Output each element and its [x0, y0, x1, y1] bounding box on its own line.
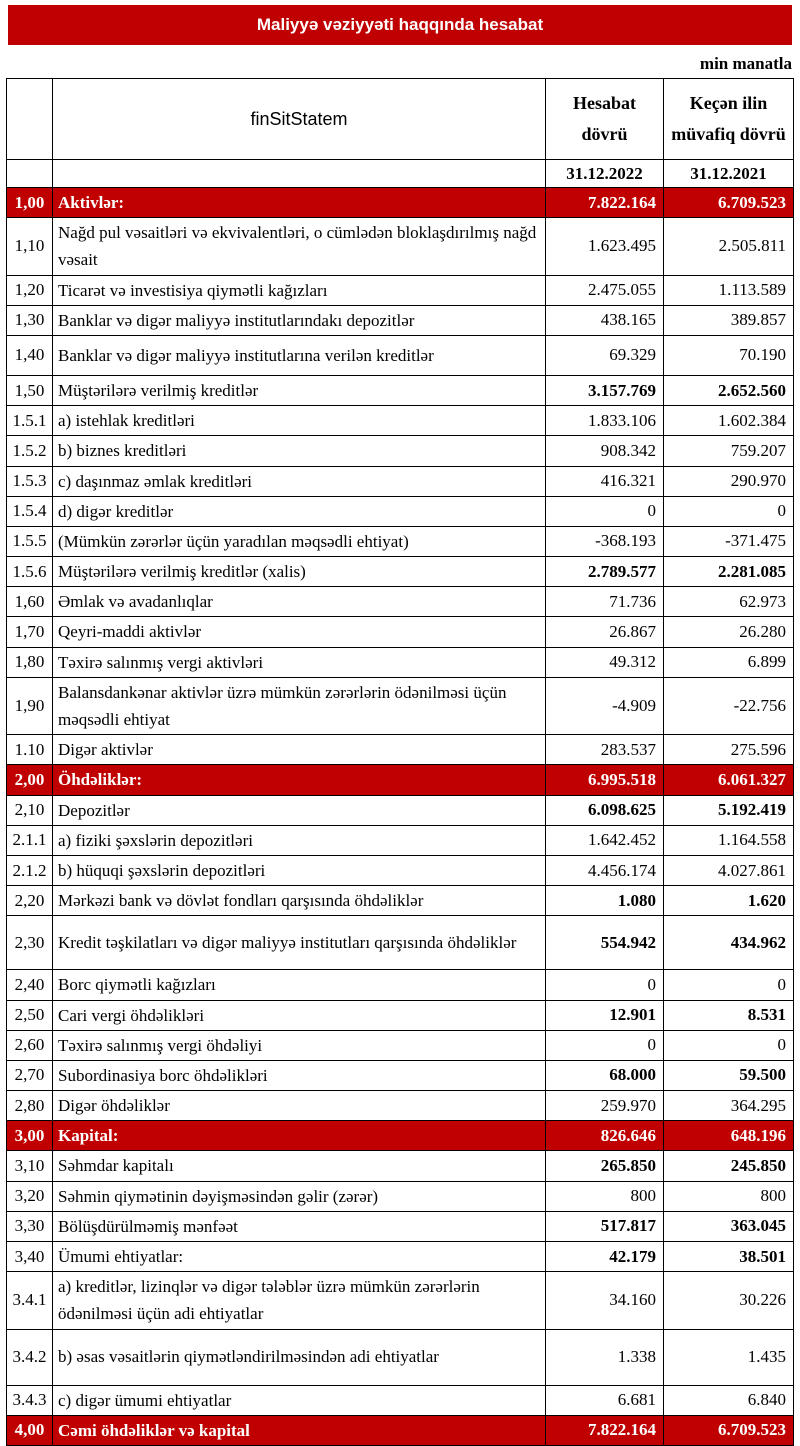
row-label: Mərkəzi bank və dövlət fondları qarşısında öhdəliklər [53, 886, 546, 916]
row-value-previous: 4.027.861 [664, 855, 794, 885]
row-label: Borc qiymətli kağızları [53, 970, 546, 1000]
row-value-current: 49.312 [546, 647, 664, 677]
row-number: 1,10 [7, 218, 53, 275]
header-current-period: Hesabat dövrü [546, 79, 664, 160]
table-row [7, 735, 794, 765]
row-value-current: 6.995.518 [546, 765, 664, 795]
table-date-row [7, 160, 794, 188]
row-number: 3.4.1 [7, 1272, 53, 1329]
row-number: 1.5.6 [7, 557, 53, 587]
row-label: Cari vergi öhdəlikləri [53, 1000, 546, 1030]
row-label: Digər aktivlər [53, 735, 546, 765]
table-row [7, 825, 794, 855]
table-row [7, 1415, 794, 1445]
report-title: Maliyyə vəziyyəti haqqında hesabat [256, 15, 544, 34]
row-number: 1.5.1 [7, 406, 53, 436]
row-number: 1,60 [7, 587, 53, 617]
row-value-previous: 245.850 [664, 1151, 794, 1181]
row-label: Müştərilərə verilmiş kreditlər (xalis) [53, 557, 546, 587]
row-value-current: 1.833.106 [546, 406, 664, 436]
row-value-current: 283.537 [546, 735, 664, 765]
row-number: 1,20 [7, 275, 53, 305]
row-value-previous: 2.505.811 [664, 218, 794, 275]
row-label: Səhmdar kapitalı [53, 1151, 546, 1181]
row-label: b) hüquqi şəxslərin depozitləri [53, 855, 546, 885]
row-number: 2,80 [7, 1091, 53, 1121]
row-number: 2,20 [7, 886, 53, 916]
row-value-current: 3.157.769 [546, 375, 664, 405]
row-value-current: 0 [546, 970, 664, 1000]
row-value-current: 826.646 [546, 1121, 664, 1151]
row-label: Subordinasiya borc öhdəlikləri [53, 1060, 546, 1090]
row-label: c) digər ümumi ehtiyatlar [53, 1385, 546, 1415]
row-value-current: 69.329 [546, 335, 664, 375]
row-number: 3,10 [7, 1151, 53, 1181]
table-row [7, 1091, 794, 1121]
row-label: Əmlak və avadanlıqlar [53, 587, 546, 617]
row-value-previous: 2.281.085 [664, 557, 794, 587]
table-row [7, 795, 794, 825]
row-value-current: 0 [546, 496, 664, 526]
row-number: 3,20 [7, 1181, 53, 1211]
row-number: 1,90 [7, 677, 53, 734]
row-label: b) biznes kreditləri [53, 436, 546, 466]
row-value-current: 4.456.174 [546, 855, 664, 885]
row-value-current: -368.193 [546, 526, 664, 556]
row-value-current: 1.642.452 [546, 825, 664, 855]
row-value-previous: 1.620 [664, 886, 794, 916]
row-value-current: 26.867 [546, 617, 664, 647]
row-value-previous: 6.899 [664, 647, 794, 677]
row-number: 3.4.2 [7, 1329, 53, 1385]
current-period-date: 31.12.2022 [546, 160, 664, 188]
date-row-empty-cell [7, 160, 53, 188]
table-row [7, 218, 794, 275]
table-row [7, 436, 794, 466]
table-row [7, 916, 794, 970]
row-label: c) daşınmaz əmlak kreditləri [53, 466, 546, 496]
table-row [7, 587, 794, 617]
table-row [7, 1121, 794, 1151]
previous-period-date: 31.12.2021 [664, 160, 794, 188]
row-value-previous: 363.045 [664, 1211, 794, 1241]
row-label: a) kreditlər, lizinqlər və digər tələblər üzrə mümkün zərərlərin ödənilməsi üçün adi ehtiyatlar [53, 1272, 546, 1329]
row-number: 2,10 [7, 795, 53, 825]
row-value-current: 554.942 [546, 916, 664, 970]
row-value-previous: -22.756 [664, 677, 794, 734]
row-value-previous: 275.596 [664, 735, 794, 765]
row-value-previous: 30.226 [664, 1272, 794, 1329]
table-row [7, 1030, 794, 1060]
row-value-previous: 38.501 [664, 1242, 794, 1272]
table-row [7, 406, 794, 436]
table-row [7, 1000, 794, 1030]
row-label: Qeyri-maddi aktivlər [53, 617, 546, 647]
table-row [7, 1385, 794, 1415]
row-number: 1,70 [7, 617, 53, 647]
table-row [7, 1060, 794, 1090]
row-number: 2,30 [7, 916, 53, 970]
table-row [7, 677, 794, 734]
table-row [7, 496, 794, 526]
table-header-row [7, 79, 794, 160]
row-value-previous: 1.113.589 [664, 275, 794, 305]
table-row [7, 557, 794, 587]
row-value-current: 259.970 [546, 1091, 664, 1121]
row-value-current: 1.338 [546, 1329, 664, 1385]
row-value-previous: 0 [664, 1030, 794, 1060]
row-label: Depozitlər [53, 795, 546, 825]
table-row [7, 275, 794, 305]
row-value-previous: 59.500 [664, 1060, 794, 1090]
financial-statement-table [6, 78, 794, 1446]
row-label: a) fiziki şəxslərin depozitləri [53, 825, 546, 855]
row-value-previous: 6.709.523 [664, 1415, 794, 1445]
row-value-current: 438.165 [546, 305, 664, 335]
row-label: Balansdankənar aktivlər üzrə mümkün zərərlərin ödənilməsi üçün məqsədli ehtiyat [53, 677, 546, 734]
table-row [7, 855, 794, 885]
row-value-current: 7.822.164 [546, 188, 664, 218]
row-label: Bölüşdürülməmiş mənfəət [53, 1211, 546, 1241]
row-value-previous: 2.652.560 [664, 375, 794, 405]
row-value-previous: 6.840 [664, 1385, 794, 1415]
row-value-previous: 0 [664, 970, 794, 1000]
row-number: 1,30 [7, 305, 53, 335]
row-label: Ümumi ehtiyatlar: [53, 1242, 546, 1272]
table-row [7, 526, 794, 556]
row-number: 1,00 [7, 188, 53, 218]
row-value-current: 6.098.625 [546, 795, 664, 825]
row-label: Cəmi öhdəliklər və kapital [53, 1415, 546, 1445]
row-label: Banklar və digər maliyyə institutlarındakı depozitlər [53, 305, 546, 335]
row-number: 3,40 [7, 1242, 53, 1272]
row-label: Kapital: [53, 1121, 546, 1151]
row-label: Aktivlər: [53, 188, 546, 218]
row-value-current: 2.789.577 [546, 557, 664, 587]
row-value-current: 1.623.495 [546, 218, 664, 275]
row-value-previous: 434.962 [664, 916, 794, 970]
table-row [7, 335, 794, 375]
table-row [7, 886, 794, 916]
row-label: Kredit təşkilatları və digər maliyyə institutları qarşısında öhdəliklər [53, 916, 546, 970]
row-value-previous: 0 [664, 496, 794, 526]
row-value-current: 6.681 [546, 1385, 664, 1415]
row-label: (Mümkün zərərlər üçün yaradılan məqsədli ehtiyat) [53, 526, 546, 556]
row-value-previous: 800 [664, 1181, 794, 1211]
row-value-current: 7.822.164 [546, 1415, 664, 1445]
row-number: 3.4.3 [7, 1385, 53, 1415]
row-value-previous: 290.970 [664, 466, 794, 496]
row-value-current: 34.160 [546, 1272, 664, 1329]
table-row [7, 1181, 794, 1211]
row-value-previous: 364.295 [664, 1091, 794, 1121]
row-value-previous: 6.709.523 [664, 188, 794, 218]
row-value-previous: 1.435 [664, 1329, 794, 1385]
unit-note: min manatla [699, 54, 792, 73]
row-number: 2.1.1 [7, 825, 53, 855]
row-number: 3,00 [7, 1121, 53, 1151]
table-row [7, 1151, 794, 1181]
table-row [7, 617, 794, 647]
table-row [7, 647, 794, 677]
row-value-current: 908.342 [546, 436, 664, 466]
header-name-column: finSitStatem [53, 79, 546, 160]
row-label: Banklar və digər maliyyə institutlarına verilən kreditlər [53, 335, 546, 375]
row-value-current: 68.000 [546, 1060, 664, 1090]
row-label: Ticarət və investisiya qiymətli kağızları [53, 275, 546, 305]
row-value-previous: 8.531 [664, 1000, 794, 1030]
row-value-current: 265.850 [546, 1151, 664, 1181]
table-row [7, 970, 794, 1000]
row-label: a) istehlak kreditləri [53, 406, 546, 436]
row-value-current: -4.909 [546, 677, 664, 734]
row-number: 1.5.5 [7, 526, 53, 556]
report-title-bar [8, 5, 792, 45]
date-row-empty-label-cell [53, 160, 546, 188]
row-value-previous: 6.061.327 [664, 765, 794, 795]
row-value-previous: 1.602.384 [664, 406, 794, 436]
row-label: d) digər kreditlər [53, 496, 546, 526]
table-row [7, 466, 794, 496]
row-value-previous: 62.973 [664, 587, 794, 617]
row-label: Nağd pul vəsaitləri və ekvivalentləri, o cümlədən bloklaşdırılmış nağd vəsait [53, 218, 546, 275]
row-number: 1,50 [7, 375, 53, 405]
row-label: Müştərilərə verilmiş kreditlər [53, 375, 546, 405]
row-number: 1.5.4 [7, 496, 53, 526]
row-value-current: 517.817 [546, 1211, 664, 1241]
row-label: Təxirə salınmış vergi aktivləri [53, 647, 546, 677]
row-value-previous: 70.190 [664, 335, 794, 375]
row-label: Digər öhdəliklər [53, 1091, 546, 1121]
table-row [7, 375, 794, 405]
row-value-previous: 1.164.558 [664, 825, 794, 855]
row-value-current: 416.321 [546, 466, 664, 496]
row-number: 4,00 [7, 1415, 53, 1445]
row-label: Təxirə salınmış vergi öhdəliyi [53, 1030, 546, 1060]
row-number: 2.1.2 [7, 855, 53, 885]
table-row [7, 1272, 794, 1329]
row-number: 1.10 [7, 735, 53, 765]
table-row [7, 1329, 794, 1385]
row-number: 1.5.2 [7, 436, 53, 466]
row-value-previous: 5.192.419 [664, 795, 794, 825]
table-row [7, 1211, 794, 1241]
row-value-previous: 26.280 [664, 617, 794, 647]
row-number: 1,80 [7, 647, 53, 677]
row-number: 2,60 [7, 1030, 53, 1060]
row-value-previous: 389.857 [664, 305, 794, 335]
table-row [7, 765, 794, 795]
row-number: 3,30 [7, 1211, 53, 1241]
row-number: 1.5.3 [7, 466, 53, 496]
row-number: 2,40 [7, 970, 53, 1000]
row-value-current: 800 [546, 1181, 664, 1211]
row-number: 1,40 [7, 335, 53, 375]
financial-statement-page [0, 5, 800, 1440]
row-value-current: 71.736 [546, 587, 664, 617]
row-value-current: 12.901 [546, 1000, 664, 1030]
table-row [7, 188, 794, 218]
header-row-number-cell [7, 79, 53, 160]
row-label: b) əsas vəsaitlərin qiymətləndirilməsindən adi ehtiyatlar [53, 1329, 546, 1385]
row-value-previous: -371.475 [664, 526, 794, 556]
row-label: Öhdəliklər: [53, 765, 546, 795]
header-previous-period: Keçən ilin müvafiq dövrü [664, 79, 794, 160]
table-row [7, 305, 794, 335]
row-label: Səhmin qiymətinin dəyişməsindən gəlir (zərər) [53, 1181, 546, 1211]
row-value-current: 42.179 [546, 1242, 664, 1272]
row-number: 2,00 [7, 765, 53, 795]
row-number: 2,70 [7, 1060, 53, 1090]
row-value-current: 0 [546, 1030, 664, 1060]
row-value-previous: 759.207 [664, 436, 794, 466]
row-value-previous: 648.196 [664, 1121, 794, 1151]
row-value-current: 2.475.055 [546, 275, 664, 305]
table-row [7, 1242, 794, 1272]
row-value-current: 1.080 [546, 886, 664, 916]
row-number: 2,50 [7, 1000, 53, 1030]
